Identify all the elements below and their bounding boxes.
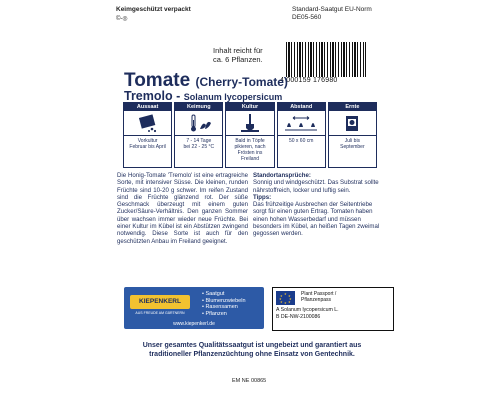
column-text: [278, 136, 325, 167]
column-text-line: September: [340, 144, 365, 150]
column-header: Keimung: [175, 103, 222, 111]
column-text: [329, 136, 376, 167]
column-text-line: pikieren, nach: [234, 144, 266, 150]
germ-protection-label: Keimgeschützt verpackt: [116, 6, 191, 13]
column-text-line: 7 - 14 Tage: [186, 138, 212, 144]
column-text: [175, 136, 222, 167]
column-header: Ernte: [329, 103, 376, 111]
passport-details: [276, 307, 339, 321]
brand-list-item: • Blumenzwiebeln: [202, 297, 246, 304]
column-text-line: Vorkultur: [137, 138, 158, 144]
column-header: Aussaat: [124, 103, 171, 111]
product-name-suffix: (Cherry-Tomate): [195, 75, 288, 89]
column-header: Abstand: [278, 103, 325, 111]
quality-line: Unser gesamtes Qualitätssaatgut ist ungebeizt und garantiert aus: [142, 342, 362, 349]
sowing-column: [123, 102, 172, 168]
column-text-line: Februar bis April: [129, 144, 166, 150]
cultivation-column: [225, 102, 274, 168]
spacing-column: [277, 102, 326, 168]
passport-line: B DE-NW-2100086: [276, 314, 321, 320]
packaging-symbols: ©-◎: [116, 16, 128, 22]
plant-passport: [272, 287, 394, 331]
quality-line: traditioneller Pflanzenzüchtung ohne Einsatz von Gentechnik.: [149, 350, 355, 358]
seed-packet-icon: [124, 111, 171, 136]
barcode-number: 4 000159 176980: [280, 77, 338, 84]
site-heading: Standortansprüche:: [253, 172, 311, 179]
site-text: Sonnig und windgeschützt. Das Substrat sollte nährstoffreich, locker und luftig sein.: [253, 179, 379, 194]
brand-list-item: • Rasensamen: [202, 304, 238, 310]
harvest-column: [328, 102, 377, 168]
tips-text: Das frühzeitige Ausbrechen der Seitentriebe sorgt für einen guten Ertrag. Tomaten haben einen hohen Wasserbedarf und müssen besonders im Kübel, an heißen Tagen zweimal gegossen werden.: [253, 201, 380, 238]
column-text: [226, 136, 273, 167]
passport-title: [301, 291, 336, 303]
latin-separator: -: [172, 89, 184, 103]
brand-url: www.kiepenkerl.de: [173, 321, 215, 327]
brand-box: [124, 287, 264, 329]
brand-logo: KIEPENKERL: [130, 295, 190, 309]
column-text-line: 50 x 60 cm: [288, 138, 314, 144]
variety-name: Tremolo: [124, 89, 173, 103]
passport-title-line: Pflanzenpass: [301, 297, 332, 303]
column-text-line: Freiland: [240, 156, 260, 162]
latin-name: Solanum lycopersicum: [183, 92, 283, 102]
content-note-line: ca. 6 Pflanzen.: [213, 55, 263, 64]
shovel-icon: [226, 111, 273, 136]
product-name: Tomate: [124, 70, 191, 91]
growing-requirements: [253, 172, 385, 238]
passport-line: A Solanum lycopersicum L.: [276, 307, 339, 313]
column-text: [124, 136, 171, 167]
cultivation-icon-row: [123, 102, 377, 168]
germination-column: [174, 102, 223, 168]
column-text-line: Juli bis: [344, 138, 361, 144]
passport-title-line: Plant Passport /: [301, 291, 337, 297]
standard-code: DE05-560: [292, 14, 322, 21]
brand-list-item: • Saatgut: [202, 291, 225, 297]
thermometer-icon: [175, 111, 222, 136]
standard-line: Standard-Saatgut EU-Norm: [292, 6, 372, 13]
brand-product-list: [202, 291, 246, 317]
standard-label: [292, 6, 372, 22]
footer-code: EM NE 00865: [232, 378, 267, 384]
quality-statement: [104, 342, 400, 359]
content-note: [213, 46, 263, 64]
column-text-line: Bald in Töpfe: [235, 138, 265, 144]
column-text-line: bei 22 - 25 °C: [183, 144, 215, 150]
product-description: Die Honig-Tomate 'Tremolo' ist eine ertragreiche Sorte, mit intensiver Süsse. Die kleinen, runden Früchte sind 10-20 g schwer. Im reifen Zustand sind die Früchte glänzend rot. Der süße Geschmack überzeugt mit einem guten Zucker/Säure-Verhältnis. Den ganzen Sommer über wachsen immer wieder neue Früchte. Bei einer Kultur im Kübel ist ein Abstützen zwingend notwendig. Diese Sorte ist auch für den geschützten Anbau im Freiland geeignet.: [117, 172, 248, 245]
tips-heading: Tipps:: [253, 193, 272, 201]
product-subtitle: [124, 89, 282, 103]
content-note-line: Inhalt reicht für: [213, 46, 263, 55]
column-text-line: Frösten ins: [237, 150, 263, 156]
eu-flag-icon: ★ ★ ★ ★ ★ ★ ★ ★: [276, 291, 295, 305]
barcode-bars: [286, 42, 366, 77]
brand-tagline: AUS FREUDE AM GÄRTNERN: [135, 311, 185, 315]
barcode-icon: [280, 42, 368, 86]
column-header: Kultur: [226, 103, 273, 111]
spacing-icon: [278, 111, 325, 136]
brand-list-item: • Pflanzen: [202, 310, 227, 317]
harvest-icon: [329, 111, 376, 136]
